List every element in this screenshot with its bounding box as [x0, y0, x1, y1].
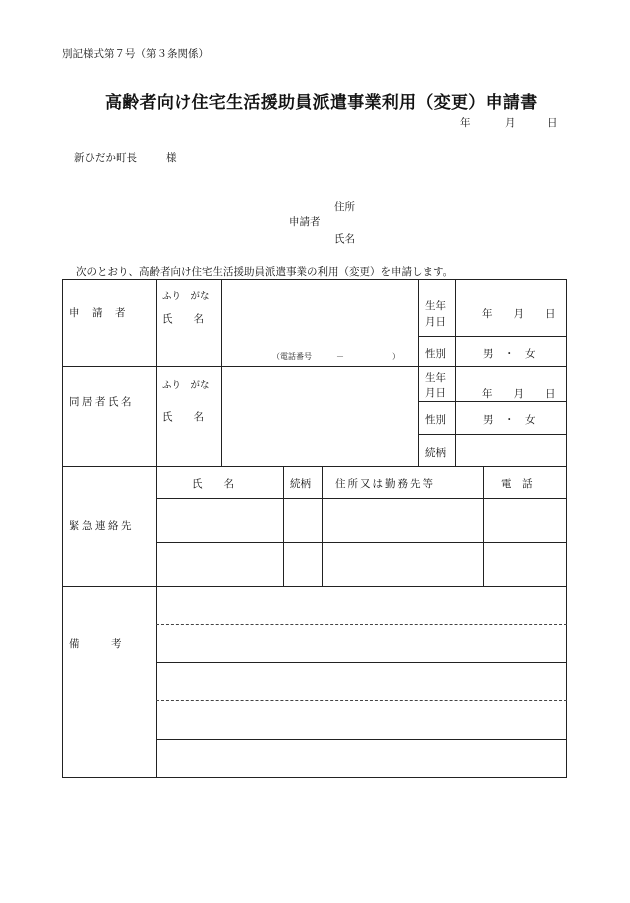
emergency-header-name: 氏 名	[192, 478, 234, 490]
date-year: 年	[460, 117, 471, 129]
cohabitant-relation-label: 続柄	[425, 447, 446, 459]
applicant-address-label: 住所	[334, 201, 355, 213]
applicant-name-label: 氏名	[334, 233, 355, 245]
date-month: 月	[505, 117, 516, 129]
cohabitant-sex-value: 男 ・ 女	[483, 414, 536, 426]
applicant-sex-value: 男 ・ 女	[483, 348, 536, 360]
emergency-header-phone: 電 話	[501, 478, 533, 490]
remarks-row-label: 備 考	[69, 638, 122, 650]
applicant-phone: （電話番号 － ）	[272, 352, 400, 361]
emergency-header-address: 住所又は勤務先等	[335, 478, 435, 490]
applicant-name-label: 氏 名	[162, 313, 204, 325]
cohabitant-sex-label: 性別	[425, 414, 446, 426]
emergency-row-label: 緊急連絡先	[69, 520, 134, 532]
cohabitant-row-label: 同居者氏名	[69, 396, 134, 408]
cohabitant-name-label: 氏 名	[162, 411, 204, 423]
page-title: 高齢者向け住宅生活援助員派遣事業利用（変更）申請書	[105, 93, 538, 113]
addressee-name: 新ひだか町長	[74, 152, 137, 164]
applicant-sex-label: 性別	[425, 348, 446, 360]
cohabitant-dob-label-1: 生年	[425, 372, 446, 384]
form-number: 別記様式第７号（第３条関係）	[62, 48, 209, 60]
applicant-row-label: 申 請 者	[69, 307, 127, 319]
emergency-header-relation: 続柄	[290, 478, 311, 490]
applicant-dob-label-2: 月日	[425, 316, 446, 328]
addressee-honorific: 様	[166, 152, 177, 164]
applicant-label: 申請者	[289, 216, 321, 228]
intro-text: 次のとおり、高齢者向け住宅生活援助員派遣事業の利用（変更）を申請します。	[76, 266, 454, 278]
applicant-dob-label-1: 生年	[425, 300, 446, 312]
date-day: 日	[547, 117, 558, 129]
applicant-dob-value: 年 月 日	[482, 308, 556, 320]
cohabitant-dob-value: 年 月 日	[482, 388, 556, 400]
applicant-furigana-label: ふり がな	[162, 291, 210, 302]
cohabitant-dob-label-2: 月日	[425, 387, 446, 399]
cohabitant-furigana-label: ふり がな	[162, 380, 210, 391]
